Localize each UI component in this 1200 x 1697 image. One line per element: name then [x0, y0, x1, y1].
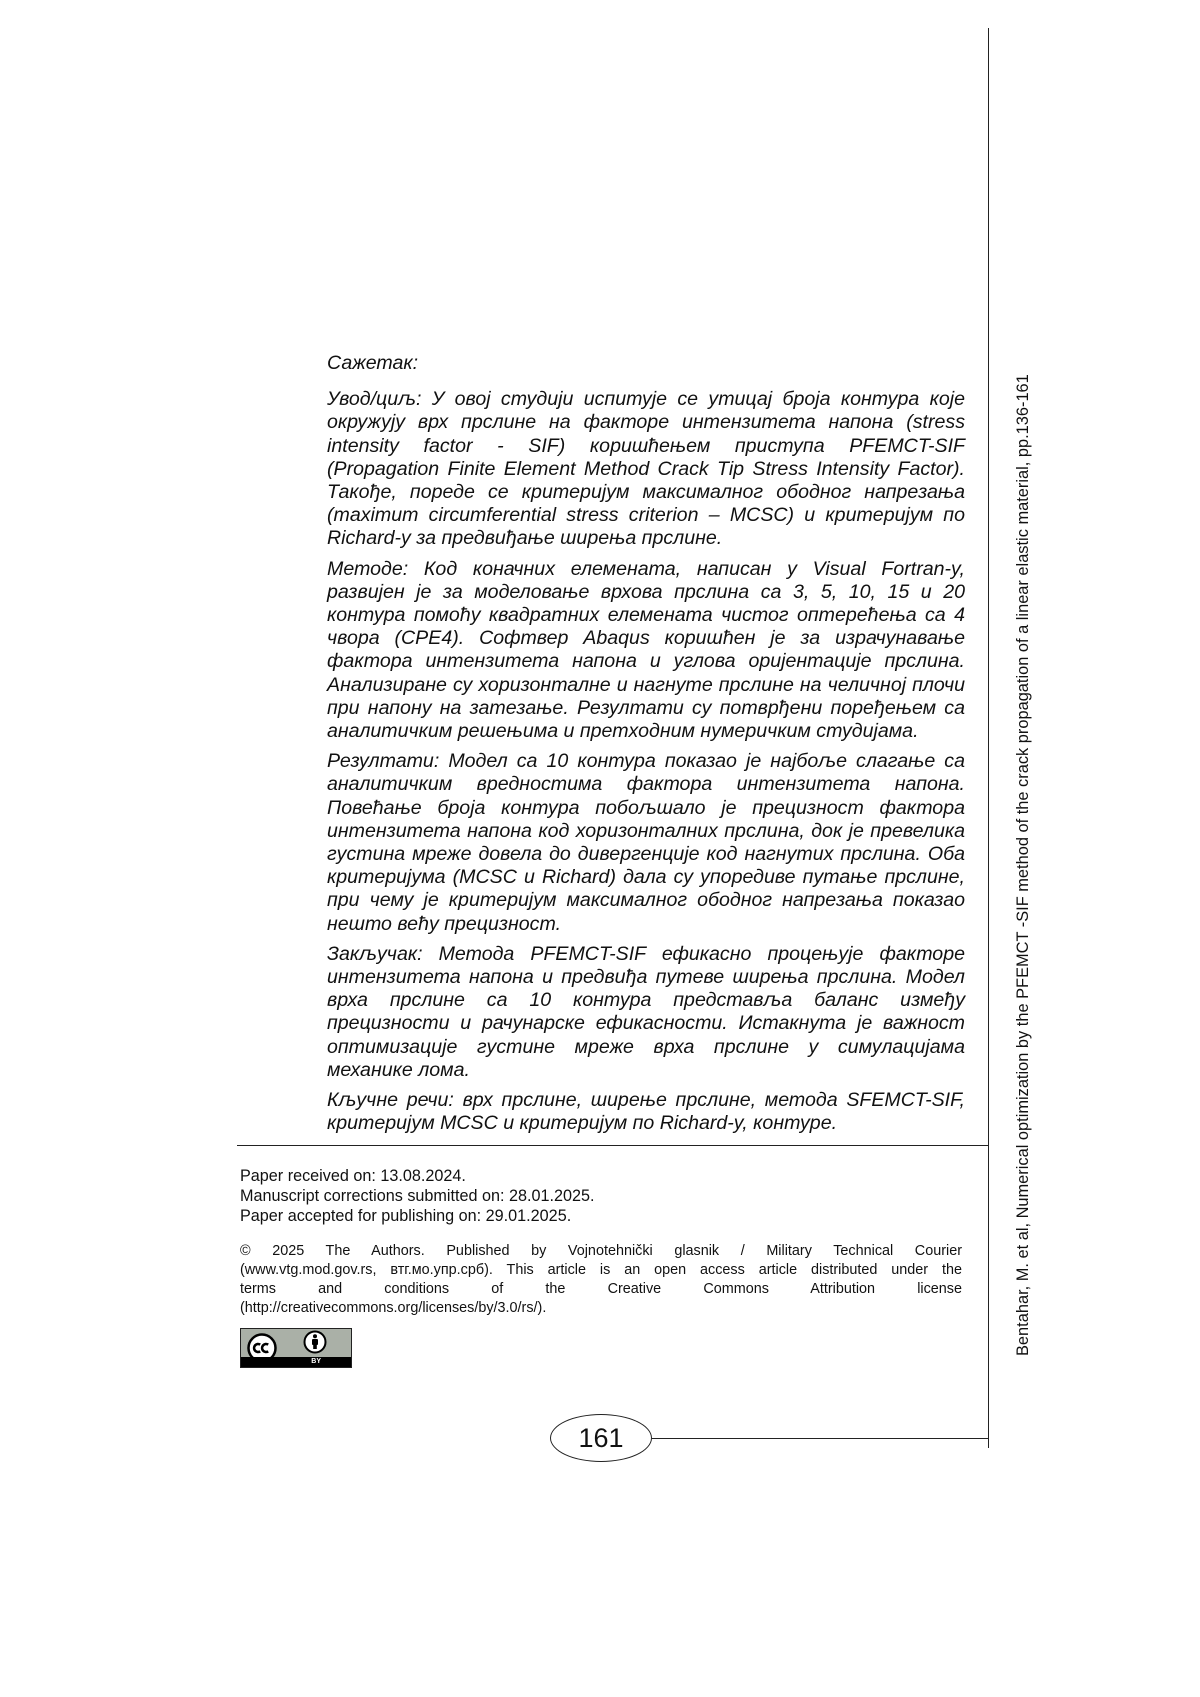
copyright-line-3: terms and conditions of the Creative Commons Attribution license [240, 1281, 962, 1297]
badge-by-label: BY [311, 1358, 321, 1365]
badge-strip [241, 1357, 351, 1367]
copyright-notice [240, 1242, 962, 1318]
abstract [327, 352, 965, 1143]
page-number [550, 1414, 652, 1462]
accepted-date: Paper accepted for publishing on: 29.01.2025. [240, 1207, 572, 1225]
cc-by-license-badge[interactable] [240, 1328, 352, 1368]
abstract-keywords: Кључне речи: врх прслине, ширење прслине, метода SFEMCT-SIF, критеријум MCSC и критеријум по Richard-у, контуре. [327, 1089, 965, 1135]
abstract-intro: Увод/циљ: У овој студији испитује се утицај броја контура које окружују врх прслине на факторе интензитета напона (stress intensity factor - SIF) коришћењем приступа PFEMCT-SIF (Propagation Finite Element Method Crack Tip Stress Intensity Factor). Такође, пореде се критеријум максималног ободног напрезања (maximum circumferential stress criterion – MCSC) и критеријум по Richard-у за предвиђање ширења прслине. [327, 388, 965, 550]
copyright-line-2: (www.vtg.mod.gov.rs, втг.мо.упр.срб). This article is an open access article distributed under the [240, 1262, 962, 1278]
corrections-date: Manuscript corrections submitted on: 28.01.2025. [240, 1187, 595, 1205]
abstract-results: Резултати: Модел са 10 контура показао је најбоље слагање са аналитичким вредностима фактора интензитета напона. Повећање броја контура побољшало је прецизност фактора интензитета напона код хоризонталних прслина, док је превелика густина мреже довела до дивергенције код нагнутих прслина. Оба критеријума (MCSC и Richard) дала су упоредиве путање прслине, при чему је критеријум максималног ободног напрезања показао нешто већу прецизност. [327, 750, 965, 935]
received-date: Paper received on: 13.08.2024. [240, 1167, 466, 1185]
abstract-heading: Сажетак: [327, 352, 419, 374]
page-number-text: 161 [578, 1422, 624, 1453]
abstract-methods: Методе: Код коначних елемената, написан у Visual Fortran-у, развијен је за моделовање врхова прслина са 3, 5, 10, 15 и 20 контура помоћу квадратних елемената чистог оптерећења са 4 чвора (CPE4). Софтвер Abaqus коришћен је за израчунавање фактора интензитета напона и углова оријентације прслина. Анализиране су хоризонталне и нагнуте прслине на челичној плочи при напону на затезање. Резултати су потврђени поређењем са аналитичким решењима и претходним нумеричким студијама. [327, 557, 965, 743]
right-margin-rule [988, 28, 989, 1448]
page-number-line [652, 1438, 989, 1439]
by-person-icon [303, 1330, 327, 1354]
abstract-conclusion: Закључак: Метода PFEMCT-SIF ефикасно процењује факторе интензитета напона и предвиђа путеве ширења прслина. Модел врха прслине са 10 контура представља баланс између прецизности и рачунарске ефикасности. Истакнута је важност оптимизације густине мреже врха прслине у симулацијама механике лома. [327, 942, 965, 1081]
copyright-line-4: (http://creativecommons.org/licenses/by/3.0/rs/). [240, 1300, 547, 1316]
running-head: Bentahar, M. et al, Numerical optimization by the PFEMCT -SIF method of the crack propagation of a linear elastic material, pp.136-161 [1014, 374, 1032, 1356]
section-divider [237, 1145, 989, 1146]
copyright-line-1: © 2025 The Authors. Published by Vojnotehnički glasnik / Military Technical Courier [240, 1243, 962, 1259]
paper-dates [240, 1166, 960, 1226]
